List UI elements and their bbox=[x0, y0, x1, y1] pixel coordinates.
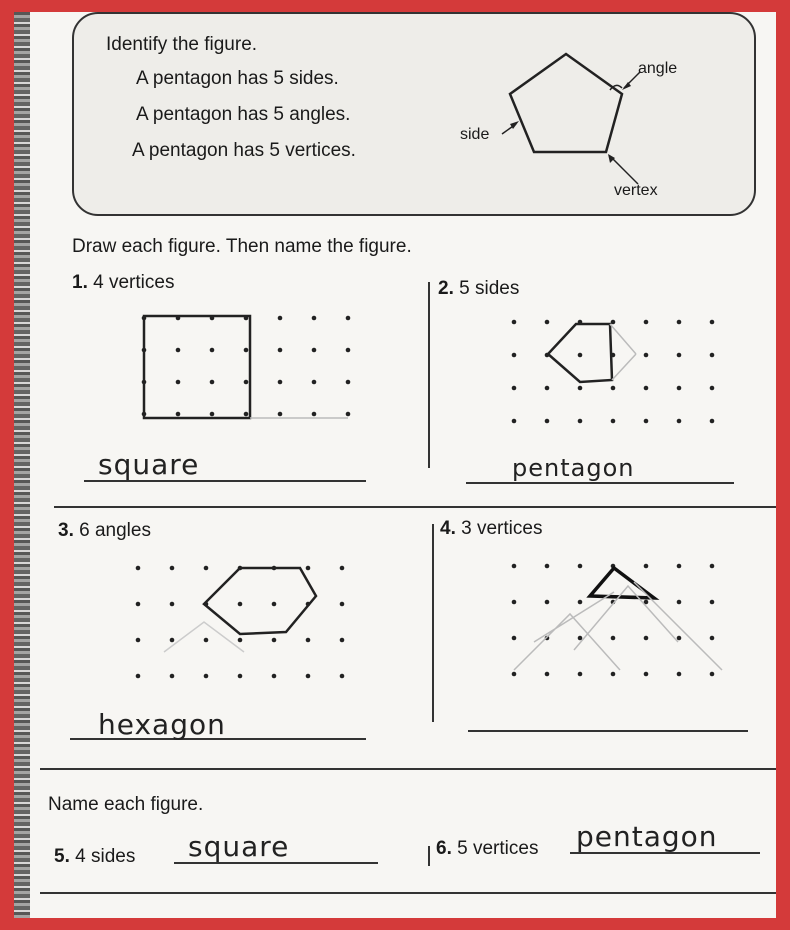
drawn-pentagon bbox=[548, 324, 612, 382]
divider-horizontal-3 bbox=[40, 892, 776, 894]
drawn-square bbox=[144, 316, 250, 418]
section1-instruction: Draw each figure. Then name the figure. bbox=[72, 236, 412, 257]
problem2-title: 2. 5 sides bbox=[438, 278, 520, 299]
answer-6-handwriting: pentagon bbox=[576, 820, 718, 853]
divider-vertical-top bbox=[428, 282, 430, 468]
problem5-title: 5. 4 sides bbox=[54, 846, 136, 867]
answer-5-handwriting: square bbox=[188, 830, 290, 863]
answer-3-handwriting: hexagon bbox=[98, 708, 226, 741]
problem1-title: 1. 4 vertices bbox=[72, 272, 175, 293]
divider-vertical-section2 bbox=[428, 846, 430, 866]
section2-instruction: Name each figure. bbox=[48, 794, 204, 815]
fact-sides: A pentagon has 5 sides. bbox=[136, 68, 339, 89]
worksheet-page bbox=[14, 12, 776, 918]
answer-line-4 bbox=[468, 730, 748, 732]
answer-line-2 bbox=[466, 482, 734, 484]
divider-horizontal-2 bbox=[40, 768, 776, 770]
side-label: side bbox=[460, 126, 490, 143]
angle-label: angle bbox=[638, 60, 678, 77]
divider-vertical-bottom bbox=[432, 524, 434, 722]
intro-heading: Identify the figure. bbox=[106, 34, 258, 55]
problem3-title: 3. 6 angles bbox=[58, 520, 151, 541]
answer-1-handwriting: square bbox=[98, 448, 200, 481]
problem4-title: 4. 3 vertices bbox=[440, 518, 543, 539]
fact-angles: A pentagon has 5 angles. bbox=[136, 104, 351, 125]
drawn-hexagon bbox=[204, 568, 316, 634]
divider-horizontal-1 bbox=[54, 506, 776, 508]
answer-2-handwriting: pentagon bbox=[512, 454, 635, 482]
fact-vertices: A pentagon has 5 vertices. bbox=[132, 140, 356, 161]
vertex-label: vertex bbox=[614, 182, 658, 199]
problem6-title: 6. 5 vertices bbox=[436, 838, 539, 859]
